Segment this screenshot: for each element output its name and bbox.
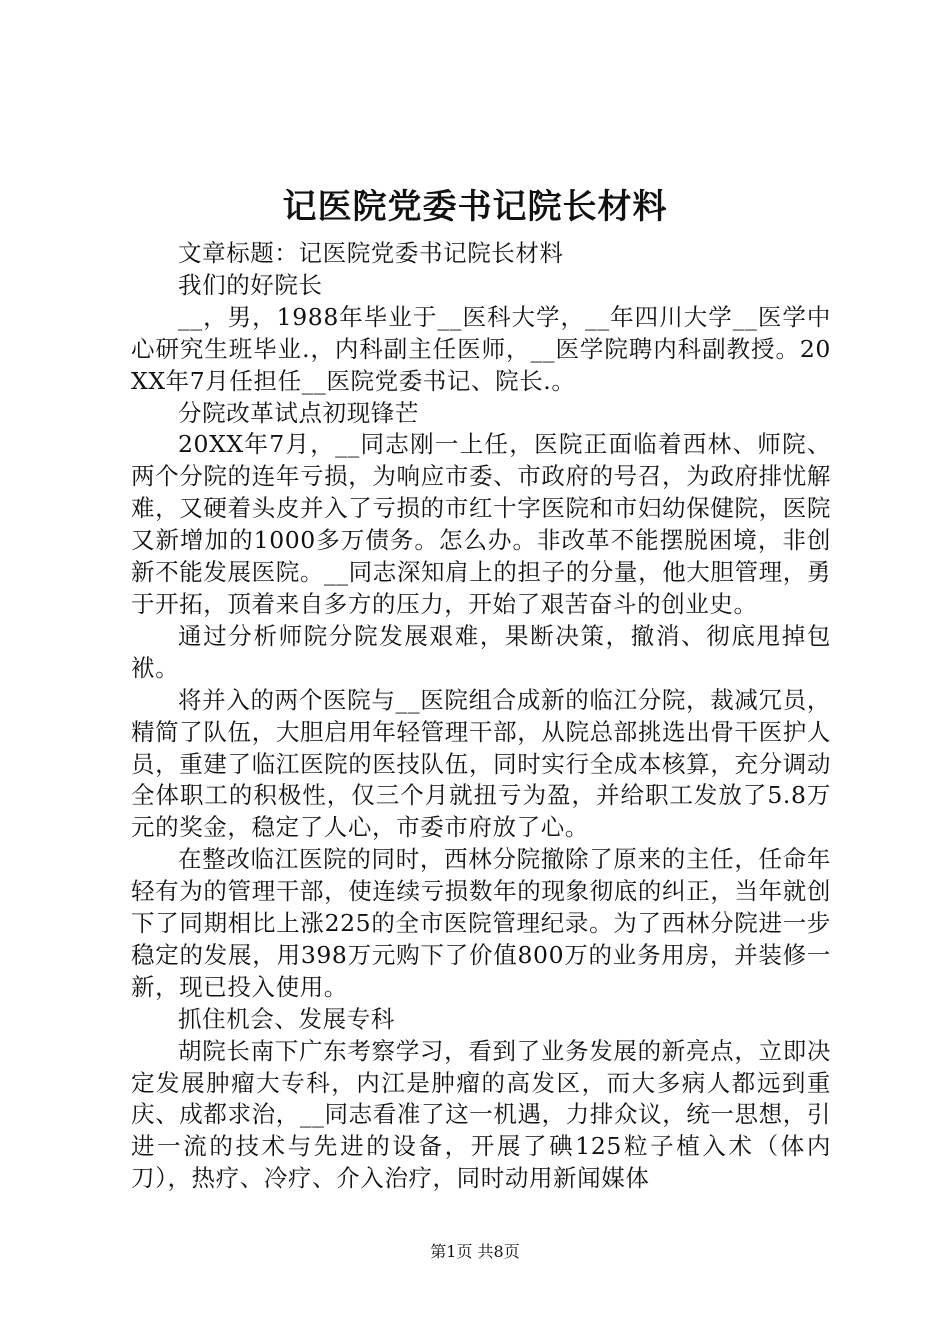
paragraph-heading-good-dean: 我们的好院长 <box>178 270 323 299</box>
page-footer: 第1页 共8页 <box>430 1242 520 1261</box>
paragraph-linjiang-branch: 将并入的两个医院与__医院组合成新的临江分院，裁减冗员，精简了队伍，大胆启用年轻管理干部，从院总部挑选出骨干医护人员，重建了临江医院的医技队伍，同时实行全成本核算，充分调动全体职工的积极性，仅三个月就扭亏为盈，并给职工发放了5.8万元的奖金，稳定了人心，市委市府放了心。 <box>131 685 831 842</box>
paragraph-biography: __，男，1988年毕业于__医科大学，__年四川大学__医学中心研究生班毕业.，内科副主任医师，__医学院聘内科副教授。20XX年7月任担任__医院党委书记、院长.。 <box>131 302 831 395</box>
paragraph-shiyuan-branch: 通过分析师院分院发展艰难，果断决策，撤消、彻底甩掉包袱。 <box>131 621 831 682</box>
paragraph-heading-branch-reform: 分院改革试点初现锋芒 <box>178 398 419 427</box>
paragraph-heading-specialty: 抓住机会、发展专科 <box>178 1004 395 1033</box>
paragraph-xilin-branch: 在整改临江医院的同时，西林分院撤除了原来的主任，任命年轻有为的管理干部，使连续亏损数年的现象彻底的纠正，当年就创下了同期相比上涨225的全市医院管理纪录。为了西林分院进一步稳定的发展，用398万元购下了价值800万的业务用房，并装修一新，现已投入使用。 <box>131 845 831 1001</box>
paragraph-article-title: 文章标题：记医院党委书记院长材料 <box>178 239 564 267</box>
paragraph-oncology-specialty: 胡院长南下广东考察学习，看到了业务发展的新亮点，立即决定发展肿瘤大专科，内江是肿瘤的高发区，而大多病人都远到重庆、成都求治，__同志看准了这一机遇，力排众议，统一思想，引进一流的技术与先进的设备，开展了碘125粒子植入术（体内刀），热疗、冷疗、介入治疗，同时动用新闻媒体 <box>131 1036 831 1193</box>
document-title: 记医院党委书记院长材料 <box>282 187 668 227</box>
paragraph-reform-background: 20XX年7月，__同志刚一上任，医院正面临着西林、师院、两个分院的连年亏损，为响应市委、市政府的号召，为政府排忧解难，又硬着头皮并入了亏损的市红十字医院和市妇幼保健院，医院又新增加的1000多万债务。怎么办。非改革不能摆脱困境，非创新不能发展医院。__同志深知肩上的担子的分量，他大胆管理，勇于开拓，顶着来自多方的压力，开始了艰苦奋斗的创业史。 <box>131 430 831 618</box>
document-body <box>131 238 831 1195</box>
